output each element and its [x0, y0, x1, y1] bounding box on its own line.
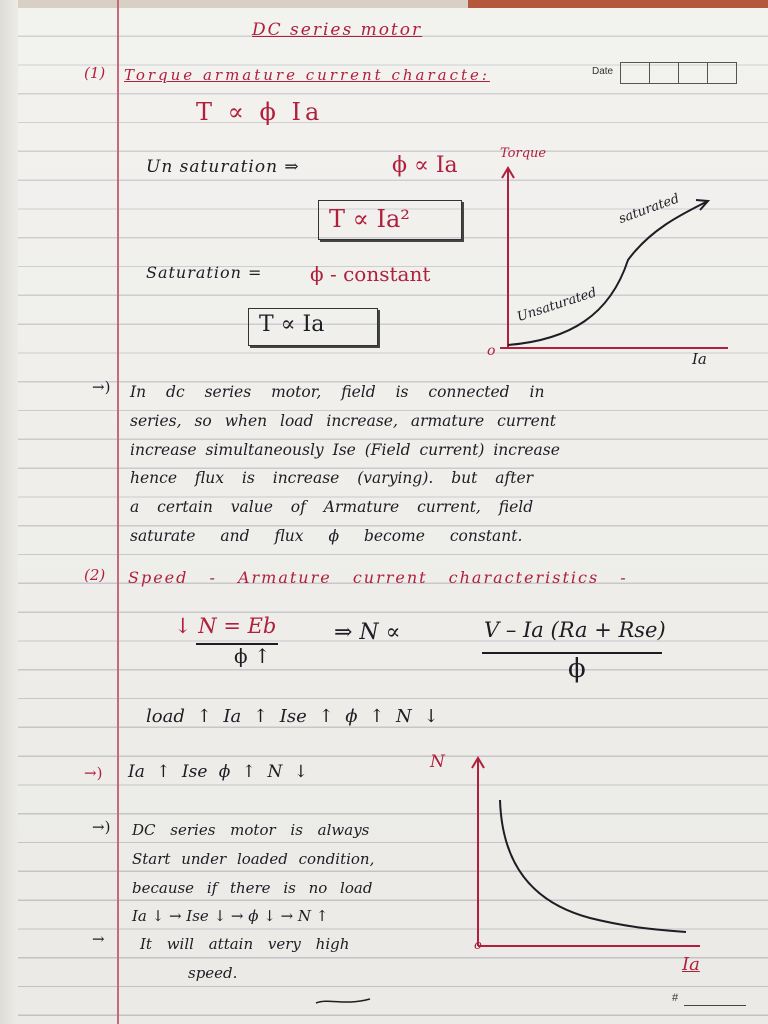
current-axis-label-2: Ia — [682, 954, 700, 975]
speed-curve — [500, 800, 686, 932]
bullet2-line: because if there is no load — [132, 878, 373, 897]
graph2-origin: o — [474, 938, 482, 953]
notes1-arrow: →) — [92, 378, 111, 396]
speed-formula-prefix: ⇒ N ∝ — [334, 620, 401, 645]
margin-line — [117, 0, 119, 1024]
saturated-label: saturated — [616, 191, 682, 227]
speed-current-graph — [460, 752, 710, 952]
load-chain: load ↑ Ia ↑ Ise ↑ ϕ ↑ N ↓ — [146, 706, 439, 727]
bullet3-line: speed. — [188, 963, 238, 982]
bullet3-block — [140, 930, 470, 988]
notes1-block — [130, 378, 760, 551]
torque-relation: T ∝ ϕ Ia — [196, 98, 324, 126]
notes1-line: increase simultaneously Ise (Field current) increase — [130, 440, 560, 459]
bullet2-arrow: →) — [92, 818, 111, 836]
torque-axis-label: Torque — [500, 146, 547, 161]
bullet1-text: Ia ↑ Ise ϕ ↑ N ↓ — [128, 762, 308, 782]
saturation-result-box — [248, 308, 378, 346]
section1-number: (1) — [84, 64, 106, 82]
current-axis-label: Ia — [692, 350, 707, 368]
torque-current-graph — [480, 150, 740, 380]
bullet3-line: It will attain very high — [140, 935, 350, 953]
notes1-line: series, so when load increase, armature current — [130, 411, 557, 430]
bullet3-arrow: → — [92, 930, 105, 948]
speed-axis-label: N — [430, 752, 445, 772]
page-top-red-edge — [468, 0, 768, 8]
page-title: DC series motor — [252, 20, 423, 40]
unsaturation-label: Un saturation ⇒ — [146, 157, 300, 177]
speed-formula-numerator-left: ↓ N = Eb — [174, 614, 277, 638]
speed-formula-denominator-right: ϕ — [568, 654, 586, 684]
saturation-flux: ϕ - constant — [310, 262, 431, 286]
page-number-label: # — [672, 992, 679, 1004]
graph1-origin: o — [487, 343, 496, 359]
speed-formula-numerator-right: V – Ia (Ra + Rse) — [484, 618, 666, 642]
notes1-line: saturate and flux ϕ become constant. — [130, 526, 523, 545]
unsaturation-result: T ∝ Ia² — [329, 205, 410, 233]
bullet2-line: Start under loaded condition, — [132, 849, 375, 868]
binding-strip — [0, 0, 18, 1024]
section2-heading: Speed - Armature current characteristics - — [128, 568, 628, 587]
bullet2-line: Ia ↓ → Ise ↓ → ϕ ↓ → N ↑ — [132, 907, 329, 926]
end-squiggle — [314, 994, 374, 1008]
date-cells — [620, 62, 737, 84]
notes1-line: a certain value of Armature current, field — [130, 498, 534, 517]
bullet1-arrow: →) — [84, 764, 103, 782]
saturation-result: T ∝ Ia — [259, 312, 325, 337]
notes1-line: In dc series motor, field is connected in — [130, 383, 545, 401]
page-number-line — [684, 1005, 746, 1006]
torque-curve — [508, 202, 706, 345]
date-label: Date — [592, 66, 614, 77]
unsaturation-result-box — [318, 200, 462, 240]
section2-number: (2) — [84, 566, 106, 584]
saturation-label: Saturation = — [146, 263, 263, 282]
section1-heading: Torque armature current characte: — [124, 66, 490, 84]
bullet2-line: DC series motor is always — [132, 821, 370, 839]
bullet2-block — [132, 816, 472, 931]
unsaturated-label: Unsaturated — [515, 285, 599, 325]
unsaturation-flux: ϕ ∝ Ia — [392, 153, 458, 178]
date-field — [592, 62, 734, 84]
notes1-line: hence flux is increase (varying). but after — [130, 469, 534, 488]
speed-formula-denominator-left: ϕ ↑ — [234, 644, 271, 668]
